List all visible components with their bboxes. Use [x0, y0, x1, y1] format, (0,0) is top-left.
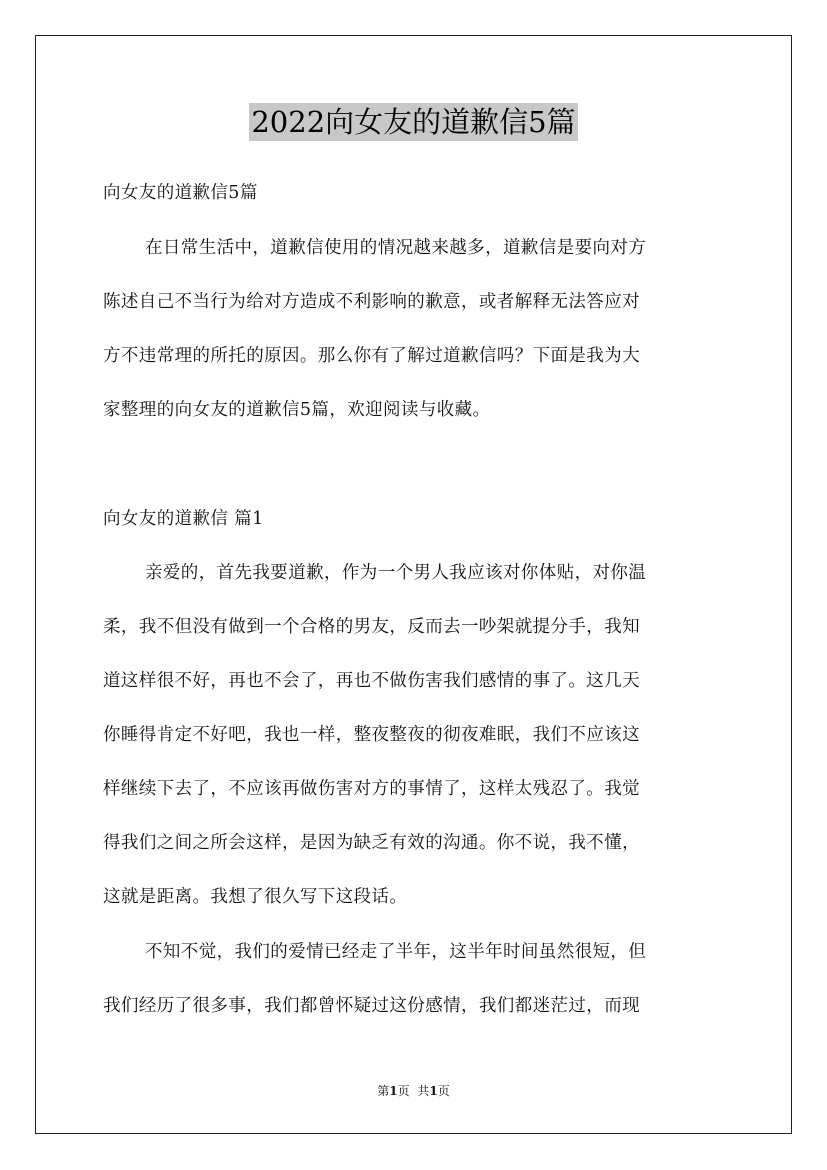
intro-line-1: 在日常生活中，道歉信使用的情况越来越多，道歉信是要向对方	[145, 238, 647, 258]
para1-line-5: 样继续下去了，不应该再做伤害对方的事情了，这样太残忍了。我觉	[103, 779, 640, 799]
title-container	[0, 103, 827, 141]
para1-line-6: 得我们之间之所会这样，是因为缺乏有效的沟通。你不说，我不懂，	[103, 833, 640, 853]
footer-page-number: 1	[389, 1084, 398, 1098]
footer-page-mid: 页	[397, 1084, 410, 1098]
footer-total-prefix: 共	[417, 1084, 430, 1098]
para1-line-7: 这就是距离。我想了很久写下这段话。	[103, 887, 408, 907]
para1-line-1: 亲爱的，首先我要道歉，作为一个男人我应该对你体贴，对你温	[145, 563, 647, 583]
intro-line-2: 陈述自己不当行为给对方造成不利影响的歉意，或者解释无法答应对	[103, 292, 640, 312]
intro-line-3: 方不违常理的所托的原因。那么你有了解过道歉信吗？下面是我为大	[103, 346, 640, 366]
document-title: 2022向女友的道歉信5篇	[251, 105, 576, 139]
footer-total-suffix: 页	[437, 1084, 450, 1098]
intro-line-4: 家整理的向女友的道歉信5篇，欢迎阅读与收藏。	[103, 400, 491, 420]
page-footer	[0, 1083, 827, 1099]
section-heading: 向女友的道歉信 篇1	[103, 509, 264, 529]
para1-line-3: 道这样很不好，再也不会了，再也不做伤害我们感情的事了。这几天	[103, 671, 640, 691]
document-subtitle: 向女友的道歉信5篇	[103, 183, 258, 203]
para1-line-4: 你睡得肯定不好吧，我也一样，整夜整夜的彻夜难眠，我们不应该这	[103, 725, 640, 745]
para2-line-2: 我们经历了很多事，我们都曾怀疑过这份感情，我们都迷茫过，而现	[103, 996, 640, 1016]
para1-line-2: 柔，我不但没有做到一个合格的男友，反而去一吵架就提分手，我知	[103, 617, 640, 637]
para2-line-1: 不知不觉，我们的爱情已经走了半年，这半年时间虽然很短，但	[145, 942, 647, 962]
footer-page-prefix: 第	[377, 1084, 390, 1098]
footer-total-number: 1	[429, 1084, 438, 1098]
